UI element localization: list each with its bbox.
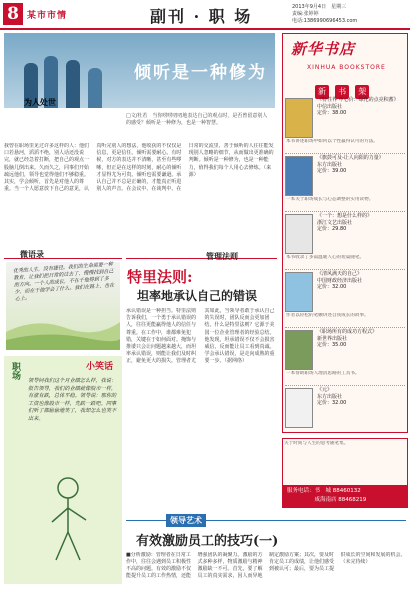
book-cover-icon (285, 214, 313, 254)
book-cover-icon (285, 156, 313, 196)
book-title: 《职场所有的成功方程式》 (317, 329, 378, 335)
book-publisher: 中信出版社 (317, 103, 343, 110)
lead-title: 倾听是一种修为 (134, 63, 267, 83)
badge: 架 (355, 85, 369, 99)
joke-section-title: 职场 (10, 362, 20, 380)
book-publisher: 东方出版社 (317, 161, 343, 168)
person-figure-icon (66, 60, 80, 108)
article-subtitle: 坦率地承认自己的错误 (137, 289, 258, 303)
bookstore-brand: 新华书店 (291, 40, 356, 58)
book-price: 定价：39.00 (317, 168, 347, 175)
paper-name: 某市市情 (27, 11, 68, 21)
book-desc: 作者以轻松的笔触讲述自我成长的故事。 (286, 313, 369, 318)
weibo-label: 微语录 (20, 250, 44, 259)
book-price: 定价：32.00 (317, 284, 347, 291)
book-item (285, 212, 405, 270)
book-meta (317, 271, 405, 291)
book-publisher: 新世界出版社 (317, 335, 348, 342)
book-item (285, 154, 405, 212)
article-title: 特里法则: (127, 268, 193, 286)
book-title: 《清风满天的自己》 (317, 271, 363, 277)
header-date: 2013年9月4日 星期三 (292, 4, 347, 10)
book-price: 定价：29.80 (317, 226, 347, 233)
book-item (285, 270, 405, 328)
book-item (285, 96, 405, 154)
book-meta (317, 213, 405, 233)
book-cover-icon (285, 98, 313, 138)
leadership-label: 领导艺术 (166, 514, 206, 527)
bookstore-column (282, 33, 408, 433)
book-cover-icon (285, 272, 313, 312)
book-publisher: 东方出版社 (317, 393, 343, 400)
badge: 新 (315, 85, 329, 99)
book-item (285, 386, 405, 444)
lead-kicker: 为人处世 (24, 98, 56, 107)
book-desc: 一本关于职场成长与心态调整的实用读物。 (286, 197, 374, 202)
book-meta (317, 97, 405, 117)
book-title: 《元》 (317, 387, 333, 393)
book-desc: 本书收录了多篇温暖人心的短篇随笔。 (286, 255, 365, 260)
person-figure-icon (88, 68, 102, 108)
header-contact: 电话:1386990696453.com (292, 18, 358, 24)
book-title: 《一个：想是什么样的》 (317, 213, 373, 219)
divider (126, 258, 277, 259)
book-publisher: 浙江文艺出版社 (317, 219, 353, 226)
management-label: 管理法则 (206, 252, 238, 261)
page-number: 8 (3, 3, 23, 25)
bookstore-phone-2: 咸海南店 88468219 (287, 497, 367, 503)
person-sketch-icon (28, 470, 108, 570)
book-meta (317, 155, 405, 175)
book-publisher: 中国财政经济出版社 (317, 277, 363, 284)
book-title: 《旗鼓可及-让人向阳的力量》 (317, 155, 384, 161)
book-cover-icon (285, 330, 313, 370)
header-editor: 责编:张婷婷 (292, 11, 319, 17)
weibo-quote: 优秀的人生，没有捷径。我们的生命需要一种教育，让我们把日常的过去了，慢慢找到自己的方向。一个人的成长，不在于他得到了多少，而在于他学会了什么。我们在路上，也在心上。 (12, 261, 115, 303)
joke-text: 领导问我们这个月业绩怎么样，我说：报告领导，我们的业绩就像股市一样，有涨有跌，总体平稳。领导说：那你的工资也像股市一样，先跌一跌吧。同事们听了都偷偷地笑了，我却怎么也笑不出来。 (28, 378, 117, 422)
page-header (0, 0, 410, 30)
book-meta (317, 329, 405, 349)
lead-intro: □文/杜若 当你唠唠叨叨地表达自己的观点时，是否曾留意别人的感受？倾听是一种修为，也是一种智慧。 (126, 113, 268, 127)
book-cover-icon (285, 388, 313, 428)
book-price: 定价：38.00 (317, 110, 347, 117)
header-info (292, 4, 357, 25)
book-desc: 本书讲述职场中如何以个性赢得认可的方法。 (286, 139, 378, 144)
leadership-title: 有效激励员工的技巧(一) (136, 534, 279, 549)
badge: 书 (335, 85, 349, 99)
book-title: 《特性界 中心价：绿化的点亮积蓄》 (317, 97, 399, 103)
book-item (285, 328, 405, 386)
bookstore-contact (283, 485, 407, 507)
book-price: 定价：32.00 (317, 400, 347, 407)
bookstore-phone-1: 服务电话：书 城 88460132 (287, 488, 361, 494)
article-body: 承认错误是一种担当。特里法则告诉我们，一个勇于承认错误的人，往往更能赢得他人的信任与尊重。在工作中，谁都难免犯错，关键在于如何面对。掩饰与推诿只会让问题越来越大，而坦率承认错误，则能让我们及时纠正，避免更大的损失。管理者尤其如此，当领导者敢于承认自己的失误时，团队反而会更加团结。什么是特里法则？它源于美国一位企业管理者的经验总结。他发现，坦承错误不仅不会损害威信，反而能让员工看到真诚。学会承认错误，是走向成熟的重要一步。（据网络） (126, 308, 275, 365)
book-desc: 关于时间与人生的思考随笔集。 (284, 441, 349, 446)
book-price: 定价：35.00 (317, 342, 347, 349)
leadership-body: ■分析激励：管理者在日常工作中，往往会遇到员工积极性不高的问题。有效的激励不仅能提升员工的工作热情，还能增强团队的凝聚力。激励的方式多种多样，物质激励与精神激励缺一不可。首先，要了解员工的真实需求，因人而异地制定激励方案；其次，要及时肯定员工的成绩，让他们感受到被认可；最后，要为员工提供成长的空间和发展的机会。（未完待续） (126, 552, 406, 579)
joke-tag: 小笑话 (86, 362, 114, 372)
lead-body: 我曾在职场里见过许多这样的人：他们口若悬河，滔滔不绝，别人话还没说完，就已经急着打断，把自己的观点一股脑儿倒出来。久而久之，同事们开始疏远他们，领导也觉得他们不够稳重。其实，学会倾听，首先是对他人的尊重。当一个人愿意放下自己的意见，认真听完别人的想法，他收获的不仅仅是信息，更是信任。倾听需要耐心。有时候，对方的表达并不清晰，甚至有些啰嗦，但正是在这样的时刻，耐心的倾听才显得尤为可贵。倾听也需要谦逊。承认自己并不总是正确的，才能真正听进别人的声音。在会议中、在谈判中、在日常的交流里，善于倾听的人往往能发现别人忽略的细节，从而做出更准确的判断。倾听是一种修为，也是一种能力，值得我们每个人用心去修炼。（来源） (4, 143, 274, 193)
bookstore-footer-box (282, 438, 408, 508)
column-title: 副刊 · 职 场 (150, 7, 253, 26)
book-meta (317, 387, 405, 407)
book-desc: 一本帮助职场人理清思路的工具书。 (286, 371, 360, 376)
bookstore-brand-en: XINHUA BOOKSTORE (307, 64, 386, 71)
